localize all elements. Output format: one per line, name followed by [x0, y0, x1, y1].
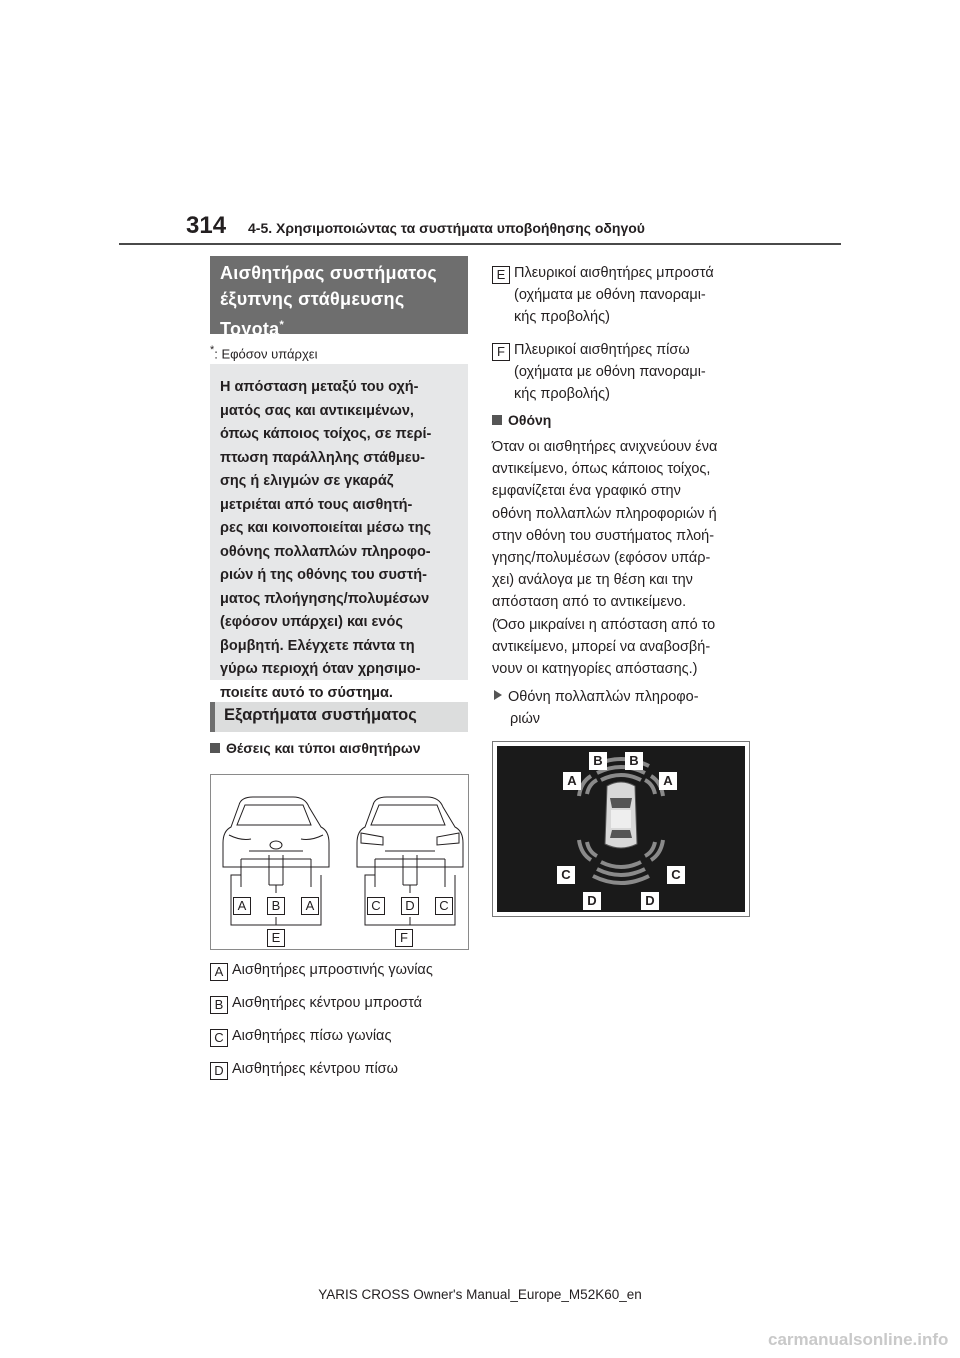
sensor-label: A: [233, 897, 251, 915]
intro-line: (εφόσον υπάρχει) και ενός: [220, 614, 403, 630]
square-bullet-icon: [210, 743, 220, 753]
header-rule: [119, 243, 841, 245]
intro-line: ριών ή της οθόνης του συστή-: [220, 567, 427, 583]
display-label: D: [583, 892, 601, 910]
intro-line: όπως κάποιος τοίχος, σε περί-: [220, 426, 432, 442]
display-rear-label-left: C: [557, 864, 579, 884]
display-graphic: [497, 746, 745, 912]
intro-line: μετριέται από τους αισθητή-: [220, 496, 413, 513]
display-heading: Οθόνη: [492, 412, 551, 428]
watermark: carmanualsonline.info: [768, 1330, 949, 1349]
title-line-1: Αισθητήρας συστήματος: [220, 263, 438, 283]
section-title-box: [210, 256, 468, 339]
display-side-label-left: A: [563, 770, 585, 790]
triangle-bullet-icon: [494, 690, 502, 700]
intro-line: σης ή ελιγμών σε γκαράζ: [220, 473, 394, 489]
sensor-label: C: [435, 897, 453, 915]
intro-line: Η απόσταση μεταξύ του οχή-: [220, 379, 419, 395]
legend-item-f: F Πλευρικοί αισθητήρες πίσω (οχήματα με οθόνη πανοραμι- κής προβολής): [492, 339, 706, 405]
intro-box: [210, 364, 468, 701]
display-label: B: [589, 752, 607, 770]
intro-line: ποιείτε αυτό το σύστημα.: [220, 684, 393, 701]
front-label-row: [233, 895, 323, 915]
display-paragraph: Όταν οι αισθητήρες ανιχνεύουν ένα αντικείμενο, όπως κάποιος τοίχος, εμφανίζεται ένα γραφικό στην οθόνη πολλαπλών πληροφοριών ή στην οθόνη του συστήματος πλοή- γησης/πολυμέσων (εφόσον υπάρ- χει) ανάλογα με τη θέση και την απόσταση από το αντικείμενο. (Όσο μικραίνει η απόσταση από το αντικείμενο, μπορεί να αναβοσβή- νουν οι κατηγορίες απόστασης.): [492, 439, 718, 678]
chapter-title: 4-5. Χρησιμοποιώντας τα συστήματα υποβοήθησης οδηγού: [248, 220, 645, 236]
intro-line: γύρω περιοχή όταν χρησιμο-: [220, 661, 421, 677]
title-line-3: Toyota*: [220, 319, 285, 339]
sensor-diagram: [211, 775, 468, 949]
display-bottom-labels: [583, 890, 663, 910]
footnote-mark: *: [279, 319, 285, 331]
front-side-label: E: [267, 927, 289, 947]
legend-item-d: D Αισθητήρες κέντρου πίσω: [210, 1061, 398, 1080]
rear-label-row: [367, 895, 457, 915]
intro-line: βομβητή. Ελέγχετε πάντα τη: [220, 637, 415, 654]
display-figure: [492, 741, 750, 917]
square-bullet-icon: [492, 415, 502, 425]
sensor-position-figure: [210, 774, 469, 950]
rear-side-label: F: [395, 927, 417, 947]
intro-line: οθόνης πολλαπλών πληροφο-: [220, 543, 431, 560]
footer: YARIS CROSS Owner's Manual_Europe_M52K60_en: [318, 1287, 642, 1302]
display-label: B: [625, 752, 643, 770]
intro-line: ρες και κοινοποιείται μέσω της: [220, 520, 432, 536]
title-line-2: έξυπνης στάθμευσης: [220, 289, 405, 309]
display-side-label-right: A: [659, 770, 681, 790]
footnote: *: Εφόσον υπάρχει: [210, 344, 318, 362]
legend-item-e: E Πλευρικοί αισθητήρες μπροστά (οχήματα με οθόνη πανοραμι- κής προβολής): [492, 262, 714, 328]
intro-line: ματος πλοήγησης/πολυμέσων: [220, 590, 430, 607]
legend-item-b: B Αισθητήρες κέντρου μπροστά: [210, 995, 422, 1014]
display-top-labels: [589, 750, 647, 770]
legend-item-c: C Αισθητήρες πίσω γωνίας: [210, 1028, 391, 1047]
sensor-label: C: [367, 897, 385, 915]
display-bullet: Οθόνη πολλαπλών πληροφο- ριών: [494, 686, 699, 730]
display-label: D: [641, 892, 659, 910]
section-heading: Εξαρτήματα συστήματος: [210, 702, 468, 732]
sensor-label: D: [401, 897, 419, 915]
intro-line: πτωση παράλληλης στάθμευ-: [220, 449, 425, 466]
intro-line: ματός σας και αντικειμένων,: [220, 402, 414, 419]
sensor-label: A: [301, 897, 319, 915]
display-screen: [497, 746, 745, 912]
display-rear-label-right: C: [667, 864, 689, 884]
sensor-label: B: [267, 897, 285, 915]
legend-item-a: A Αισθητήρες μπροστινής γωνίας: [210, 962, 433, 981]
sensor-heading: Θέσεις και τύποι αισθητήρων: [210, 740, 421, 756]
page-number: 314: [186, 212, 227, 239]
